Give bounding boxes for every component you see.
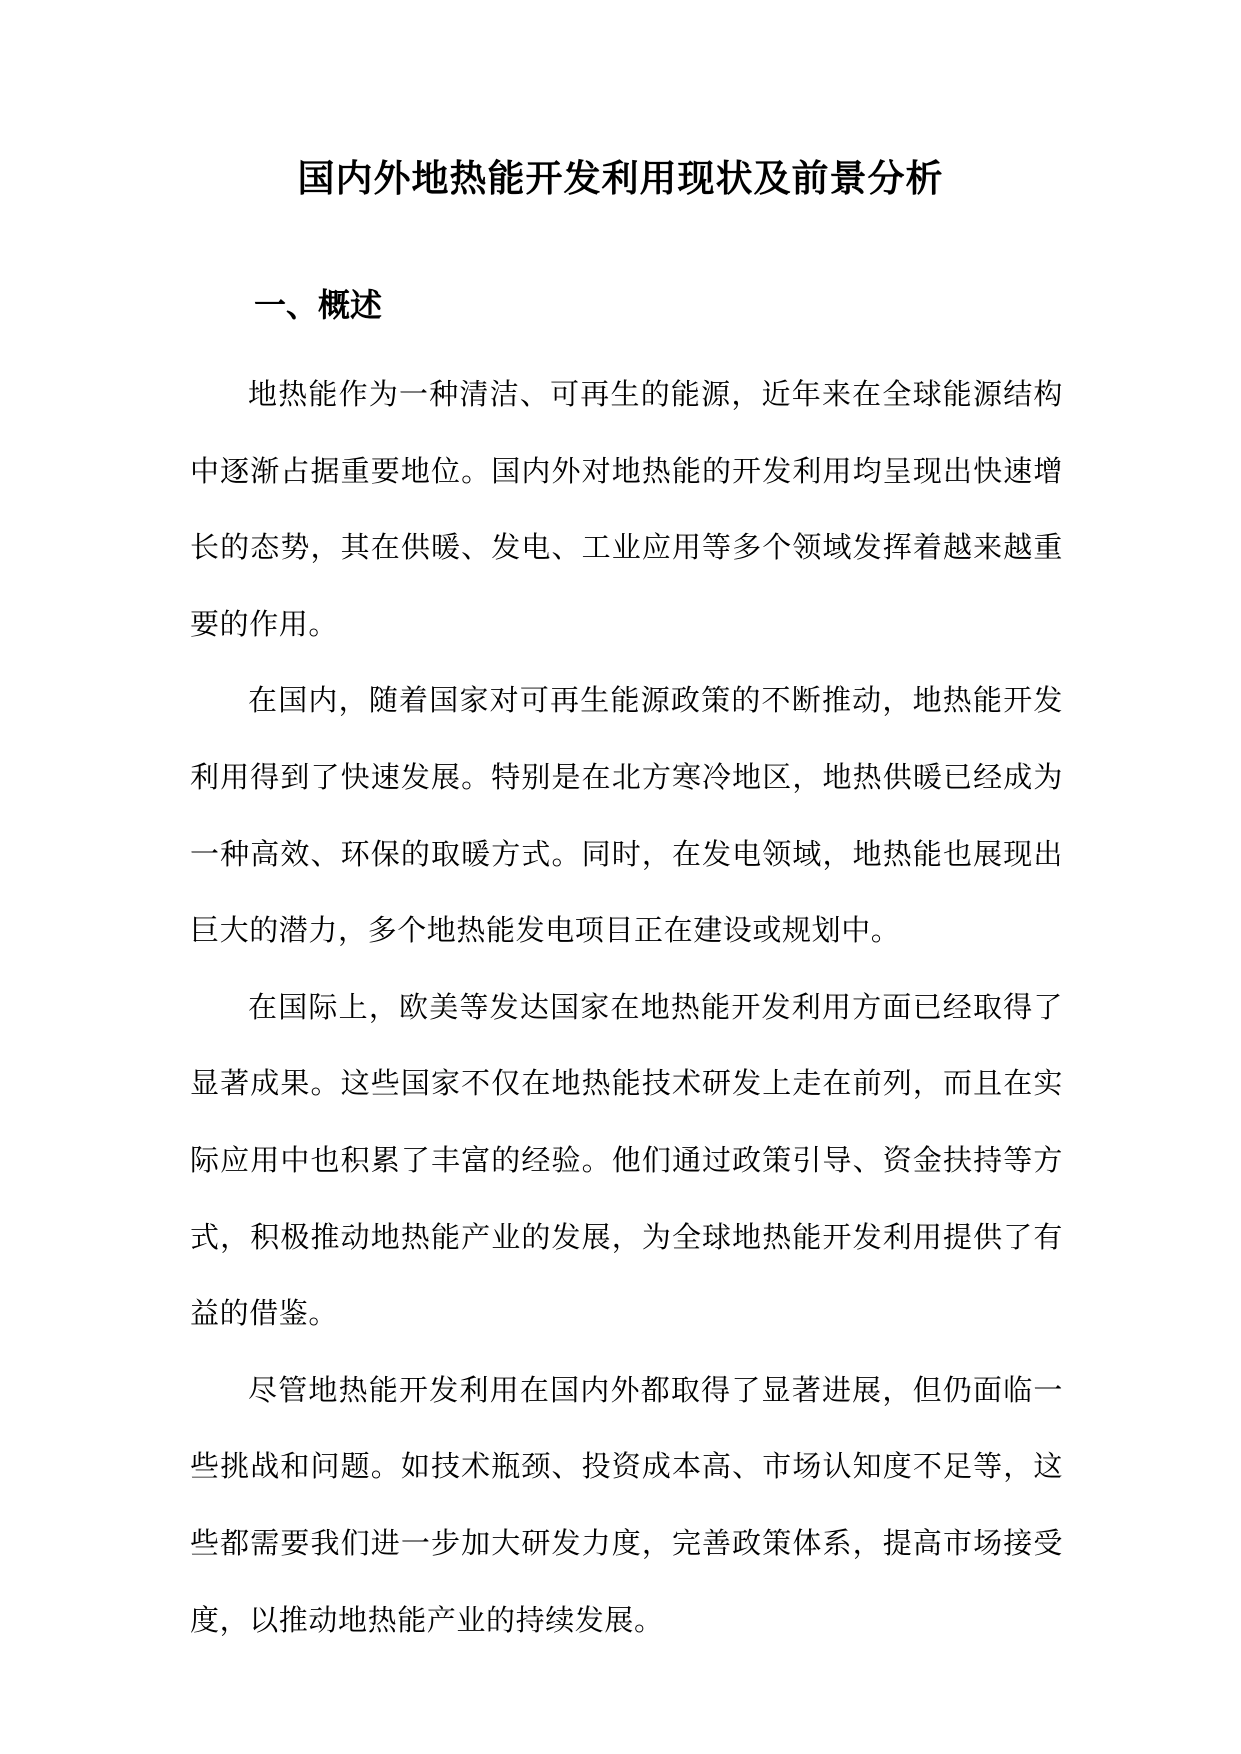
paragraph-3: 在国际上，欧美等发达国家在地热能开发利用方面已经取得了显著成果。这些国家不仅在地热能技术研发上走在前列，而且在实际应用中也积累了丰富的经验。他们通过政策引导、资金扶持等方式，积极推动地热能产业的发展，为全球地热能开发利用提供了有益的借鉴。 xyxy=(190,989,1063,1331)
paragraph-4: 尽管地热能开发利用在国内外都取得了显著进展，但仍面临一些挑战和问题。如技术瓶颈、投资成本高、市场认知度不足等，这些都需要我们进一步加大研发力度，完善政策体系，提高市场接受度，以推动地热能产业的持续发展。 xyxy=(190,1372,1063,1637)
paragraph-1: 地热能作为一种清洁、可再生的能源，近年来在全球能源结构中逐渐占据重要地位。国内外对地热能的开发利用均呈现出快速增长的态势，其在供暖、发电、工业应用等多个领域发挥着越来越重要的作用。 xyxy=(190,377,1063,641)
section-heading-overview: 一、概述 xyxy=(254,286,383,324)
document-title: 国内外地热能开发利用现状及前景分析 xyxy=(297,156,944,200)
body-text xyxy=(190,356,1063,1658)
paragraph-2: 在国内，随着国家对可再生能源政策的不断推动，地热能开发利用得到了快速发展。特别是在北方寒冷地区，地热供暖已经成为一种高效、环保的取暖方式。同时，在发电领域，地热能也展现出巨大的潜力，多个地热能发电项目正在建设或规划中。 xyxy=(190,683,1063,948)
